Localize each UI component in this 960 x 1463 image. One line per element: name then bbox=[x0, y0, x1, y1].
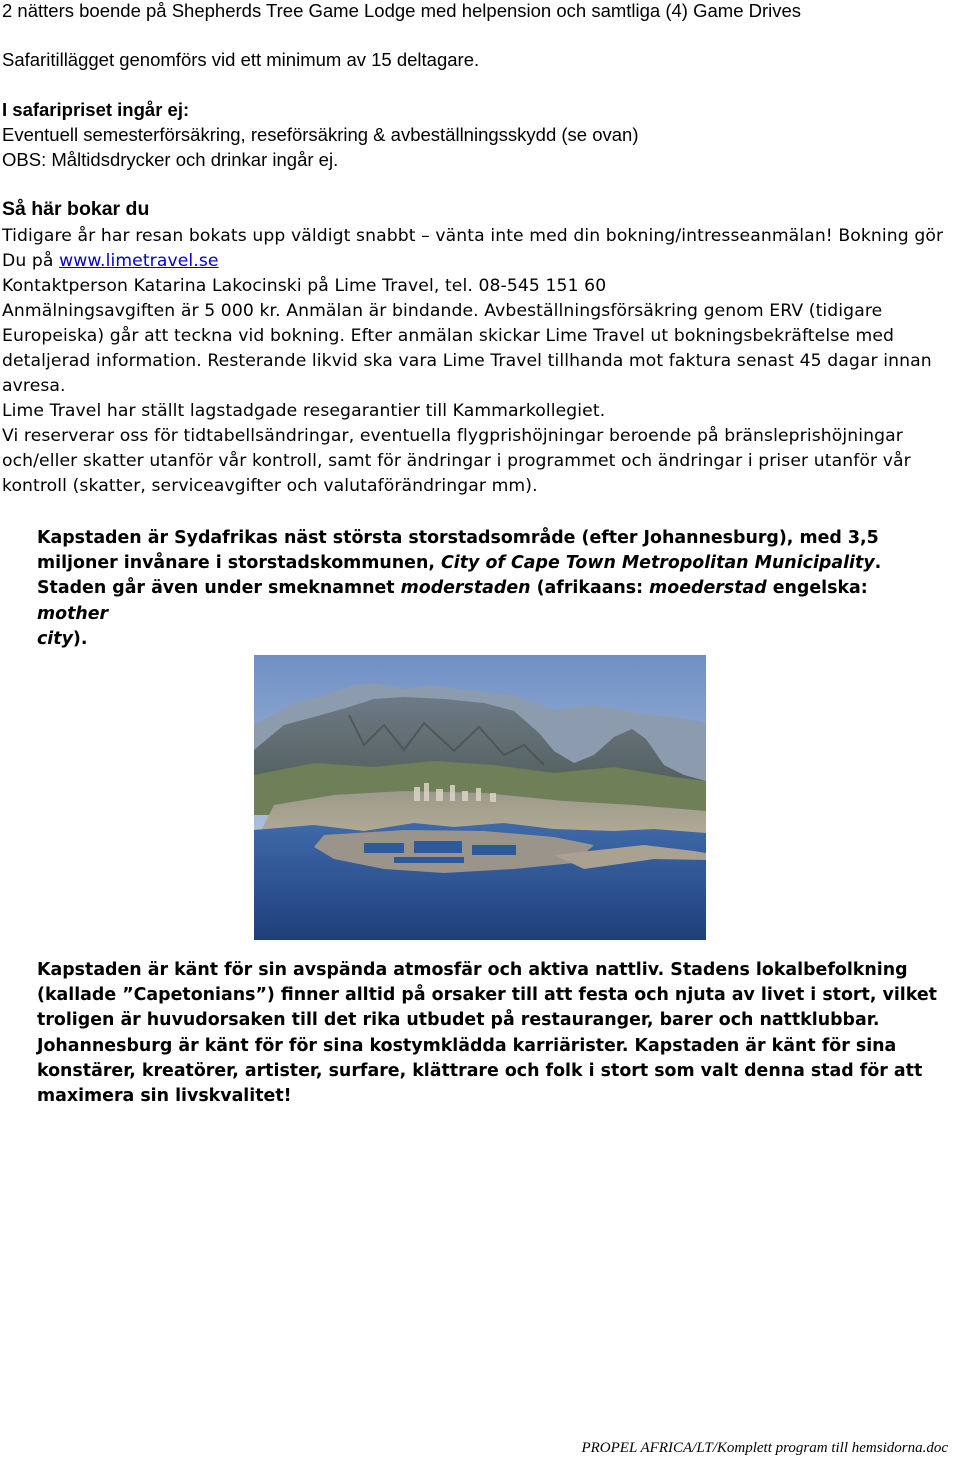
text-line: OBS: Måltidsdrycker och drinkar ingår ej. bbox=[2, 149, 339, 170]
text-line: Anmälningsavgiften är 5 000 kr. Anmälan är bindande. Avbeställningsförsäkring genom ERV (tidigare bbox=[2, 301, 883, 321]
text-line: Eventuell semesterförsäkring, reseförsäkring & avbeställningsskydd (se ovan) bbox=[2, 124, 639, 145]
italic-fragment: moderstaden bbox=[400, 578, 531, 599]
italic-fragment: mother bbox=[37, 603, 109, 624]
text-fragment: Du på bbox=[2, 251, 60, 271]
footer-text: PROPEL AFRICA/LT/Komplett program till hemsidorna.doc bbox=[581, 1440, 948, 1456]
section-heading: Så här bokar du bbox=[2, 198, 150, 220]
para-line: Kapstaden är Sydafrikas näst största storstadsområde (efter Johannesburg), med 3,5 bbox=[37, 528, 879, 548]
section-heading: I safaripriset ingår ej: bbox=[2, 99, 190, 120]
text-fragment: Staden går även under smeknamnet bbox=[37, 578, 401, 599]
text-line: Tidigare år har resan bokats upp väldigt snabbt – vänta inte med din bokning/intresseanmälan! Bokning gör bbox=[2, 226, 944, 246]
text-fragment: . bbox=[874, 553, 882, 574]
para-line: konstärer, kreatörer, artister, surfare, klättrare och folk i stort som valt denna stad för att bbox=[37, 1060, 923, 1081]
text-line: avresa. bbox=[2, 376, 66, 396]
para-line bbox=[37, 551, 942, 576]
text-line: kontroll (skatter, serviceavgifter och valutaförändringar mm). bbox=[2, 476, 538, 496]
page-footer bbox=[581, 1440, 948, 1457]
para-line: troligen är huvudorsaken till det rika utbudet på restauranger, barer och nattklubbar. bbox=[37, 1010, 880, 1031]
text-line: Safaritillägget genomförs vid ett minimum av 15 deltagare. bbox=[2, 49, 480, 70]
text-line: Europeiska) går att teckna vid bokning. Efter anmälan skickar Lime Travel ut bokningsbekräftelse med bbox=[2, 326, 895, 346]
cape-town-intro-paragraph bbox=[37, 526, 942, 652]
text-line: Lime Travel har ställt lagstadgade resegarantier till Kammarkollegiet. bbox=[2, 401, 606, 421]
nightlife-paragraph bbox=[37, 958, 942, 1109]
text-line: och/eller skatter utanför vår kontroll, samt för ändringar i programmet och ändringar i priser utanför vår bbox=[2, 451, 911, 471]
para-line: (kallade ”Capetonians”) finner alltid på orsaker till att festa och njuta av livet i stort, vilket bbox=[37, 985, 937, 1006]
text-line: Kontaktperson Katarina Lakocinski på Lime Travel, tel. 08-545 151 60 bbox=[2, 276, 607, 296]
italic-fragment: City of Cape Town Metropolitan Municipality bbox=[441, 553, 875, 574]
website-link[interactable]: www.limetravel.se bbox=[59, 251, 219, 271]
cape-town-aerial-photo bbox=[254, 655, 706, 940]
para-line: maximera sin livskvalitet! bbox=[37, 1086, 292, 1107]
para-line bbox=[37, 627, 942, 652]
italic-fragment: city bbox=[37, 628, 73, 649]
para-line: Johannesburg är känt för för sina kostymklädda karriärister. Kapstaden är känt för sina bbox=[37, 1035, 897, 1056]
text-fragment: engelska: bbox=[766, 578, 868, 599]
text-fragment: ). bbox=[72, 628, 88, 649]
para-line: Kapstaden är känt för sin avspända atmosfär och aktiva nattliv. Stadens lokalbefolkning bbox=[37, 960, 908, 980]
text-line bbox=[2, 249, 219, 274]
italic-fragment: moederstad bbox=[649, 578, 767, 599]
text-fragment: (afrikaans: bbox=[530, 578, 650, 599]
text-line: 2 nätters boende på Shepherds Tree Game Lodge med helpension och samtliga (4) Game Drives bbox=[2, 0, 802, 21]
text-fragment: miljoner invånare i storstadskommunen, bbox=[37, 553, 442, 574]
para-line bbox=[37, 576, 942, 626]
text-line: Vi reserverar oss för tidtabellsändringar, eventuella flygprishöjningar beroende på bränsleprishöjningar bbox=[2, 426, 903, 446]
text-line: detaljerad information. Resterande likvid ska vara Lime Travel tillhanda mot faktura senast 45 dagar innan bbox=[2, 351, 932, 371]
